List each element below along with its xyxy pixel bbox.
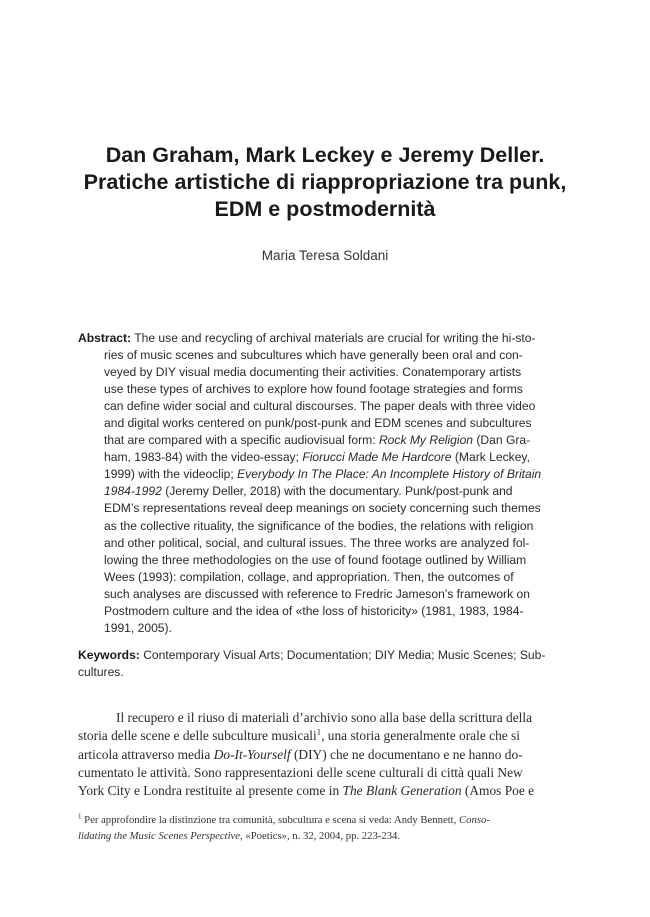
abstract-section [78, 330, 578, 637]
title-line: Pratiche artistiche di riappropriazione tra punk, [83, 170, 567, 194]
body-italic: The Blank Generation [342, 783, 462, 799]
keywords-label: Keywords: [78, 648, 140, 662]
abstract-text: and digital works centered on punk/post-punk and EDM scenes and subcultures [104, 416, 532, 431]
body-line: Il recupero e il riuso di materiali d’archivio sono alla base della scrittura della [116, 710, 533, 725]
body-line: articola attraverso media [78, 746, 214, 762]
abstract-text: (Dan Gra- [473, 433, 531, 448]
body-line: , una storia generalmente orale che si [321, 728, 520, 744]
author-name: Maria Teresa Soldani [261, 248, 389, 263]
work-title: Fiorucci Made Me Hardcore [302, 450, 452, 465]
footnote-italic: Conso- [459, 814, 490, 826]
title-line: Dan Graham, Mark Leckey e Jeremy Deller. [105, 143, 545, 167]
body-line: (Amos Poe e [461, 783, 535, 799]
abstract-text: lowing the three methodologies on the use of found footage outlined by William [104, 552, 527, 567]
body-paragraph [78, 709, 578, 800]
abstract-text: use these types of archives to explore how found footage strategies and forms [104, 382, 523, 397]
keywords-section [78, 647, 578, 681]
abstract-text: EDM’s representations reveal deep meanings on society concerning such themes [104, 501, 541, 516]
abstract-text: ries of music scenes and subcultures which have generally been oral and con- [104, 348, 523, 363]
abstract-text: (Jeremy Deller, 2018) with the documentary. Punk/post-punk and [161, 484, 513, 499]
body-line: (DIY) che ne documentano e ne hanno do- [290, 746, 523, 762]
footnote-text: Per approfondire la distinzione tra comunità, subcultura e scena si veda: Andy Bennett, [81, 814, 459, 826]
abstract-text: The use and recycling of archival materials are crucial for writing the hi-sto- [131, 331, 536, 345]
body-line: storia delle scene e delle subculture musicali [78, 728, 317, 744]
abstract-text: 1991, 2005). [104, 620, 172, 635]
abstract-text: can define wider social and cultural discourses. The paper deals with three video [104, 399, 536, 414]
abstract-text: ham, 1983-84) with the video-essay; [104, 450, 303, 465]
abstract-text: Postmodern culture and the idea of «the loss of historicity» (1981, 1983, 1984- [104, 603, 524, 618]
abstract-text: 1999) with the videoclip; [104, 467, 238, 482]
abstract-text: Wees (1993): compilation, collage, and appropriation. Then, the outcomes of [104, 569, 514, 584]
footnote-number: 1 [78, 812, 82, 821]
body-line: cumentato le attività. Sono rappresentazioni delle scene culturali di città quali New [78, 764, 523, 780]
title-line: EDM e postmodernità [214, 197, 436, 221]
work-title: Rock My Religion [378, 433, 474, 448]
article-title [60, 142, 590, 223]
body-line: York City e Londra restituite al presente come in [78, 783, 343, 799]
footnote-ref: 1 [316, 726, 322, 737]
body-italic: Do-It-Yourself [213, 746, 291, 762]
work-title: 1984-1992 [104, 484, 162, 499]
footnote [78, 812, 578, 844]
abstract-text: and other political, social, and cultural issues. The three works are analyzed fol- [104, 535, 530, 550]
abstract-text: such analyses are discussed with reference to Fredric Jameson’s framework on [104, 586, 530, 601]
keywords-text: cultures. [78, 665, 124, 679]
keywords-text: Contemporary Visual Arts; Documentation; DIY Media; Music Scenes; Sub- [139, 648, 546, 662]
abstract-text: veyed by DIY visual media documenting their activities. Conatemporary artists [104, 365, 522, 380]
footnote-text: , «Poetics», n. 32, 2004, pp. 223-234. [240, 830, 401, 842]
abstract-text: (Mark Leckey, [451, 450, 530, 465]
abstract-text: as the collective rituality, the significance of the bodies, the relations with religion [104, 518, 534, 533]
abstract-text: that are compared with a specific audiovisual form: [104, 433, 379, 448]
work-title: Everybody In The Place: An Incomplete History of Britain [237, 467, 542, 482]
footnote-italic: lidating the Music Scenes Perspective [78, 830, 241, 842]
abstract-label: Abstract: [78, 331, 132, 345]
